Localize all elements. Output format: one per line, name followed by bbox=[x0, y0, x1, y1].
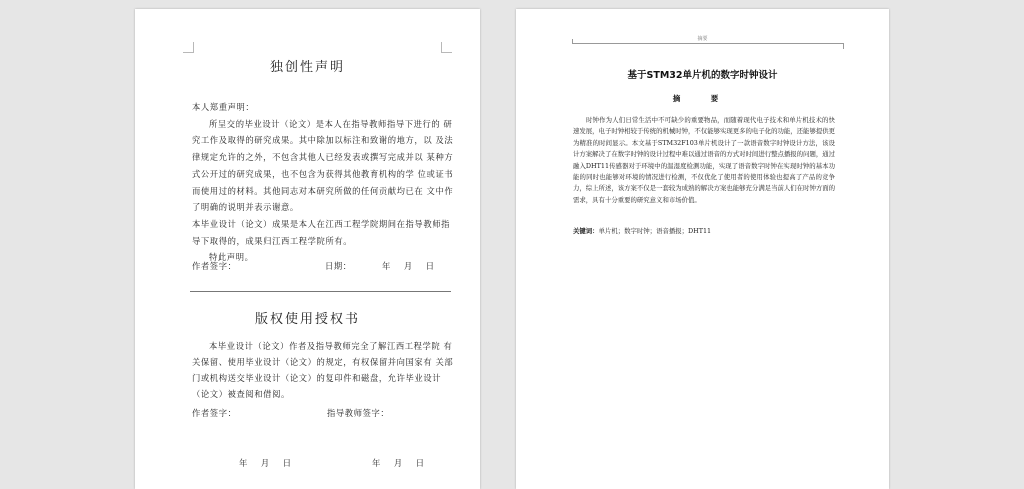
authorization-date-left: 年 月 日 bbox=[239, 458, 292, 468]
advisor-signature: 指导教师签字： bbox=[327, 408, 390, 418]
keywords-line bbox=[573, 226, 711, 235]
keywords-label: 关键词： bbox=[573, 227, 599, 235]
statement-author-signature: 作者签字： bbox=[192, 261, 237, 271]
statement-title: 独创性声明 bbox=[269, 60, 345, 75]
statement-paragraph: 本毕业设计（论文）成果是本人在江西工程学院期间在指导教师指导下取得的，成果归江西工程学院所有。 bbox=[192, 218, 451, 246]
page-corner-mark bbox=[441, 42, 452, 53]
authorization-date-right: 年 月 日 bbox=[372, 458, 425, 468]
abstract-paragraph: 时钟作为人们日常生活中不可缺少的重要物品，而随着现代电子技术和单片机技术的快速发展，电子时钟相较于传统的机械时钟，不仅能够实现更多的电子化的功能，还能够提供更为精准的时间显示。本文基于STM32F103单片机设计了一款语音数字时钟设计方法，该设计方案解决了在数字时钟的设计过程中难以通过语音的方式对时间进行整点播报的问题，通过融入DHT11传感器对于环境中的温湿度检测功能，实现了语音数字时钟在实现时钟的基本功能的同时也能够对环境的情况进行检测，不仅优化了使用者的使用体验也提高了产品的竞争力，综上所述，该方案不仅是一套较为成熟的解决方案也能够充分满足当前人们在时钟方面的需求，具有十分重要的研究意义和市场价值。 bbox=[573, 116, 836, 204]
left-document-page bbox=[135, 9, 480, 489]
statement-date: 年 月 日 bbox=[382, 261, 435, 271]
statement-date-label: 日期： bbox=[325, 261, 352, 271]
statement-body bbox=[192, 99, 454, 266]
authorization-body bbox=[192, 338, 454, 402]
thesis-title: 基于STM32单片机的数字时钟设计 bbox=[627, 70, 778, 81]
section-divider bbox=[190, 291, 451, 292]
header-rule bbox=[572, 43, 844, 44]
right-document-page bbox=[516, 9, 889, 489]
page-corner-mark bbox=[183, 42, 194, 53]
authorization-title: 版权使用授权书 bbox=[254, 312, 360, 327]
statement-paragraph: 所呈交的毕业设计（论文）是本人在指导教师指导下进行的 研究工作及取得的研究成果。其中除加以标注和致谢的地方，以 及法律规定允许的之外，不包含其他人已经发表或撰写完成并以 某种方式公开过的研究成果，也不包含为获得其他教育机构的学 位或证书而使用过的材料。其他同志对本研究所做的任何贡献均已在 文中作了明确的说明并表示谢意。 bbox=[192, 118, 454, 213]
abstract-heading: 摘 要 bbox=[672, 94, 733, 103]
abstract-body bbox=[573, 115, 835, 206]
authorization-author-signature: 作者签字： bbox=[192, 408, 237, 418]
keywords-value: 单片机；数字时钟；语音播报；DHT11 bbox=[598, 227, 712, 235]
page-header: 摘要 bbox=[697, 36, 708, 42]
authorization-paragraph: 本毕业设计（论文）作者及指导教师完全了解江西工程学院 有关保留、使用毕业设计（论文）的规定，有权保留并向国家有 关部门或机构送交毕业设计（论文）的复印件和磁盘，允许毕业设计（论文）被查阅和借阅。 bbox=[192, 341, 454, 399]
header-corner-mark bbox=[572, 39, 573, 43]
statement-paragraph: 特此声明。 bbox=[209, 252, 254, 263]
statement-paragraph: 本人郑重声明： bbox=[192, 102, 255, 112]
header-corner-mark bbox=[843, 43, 844, 49]
